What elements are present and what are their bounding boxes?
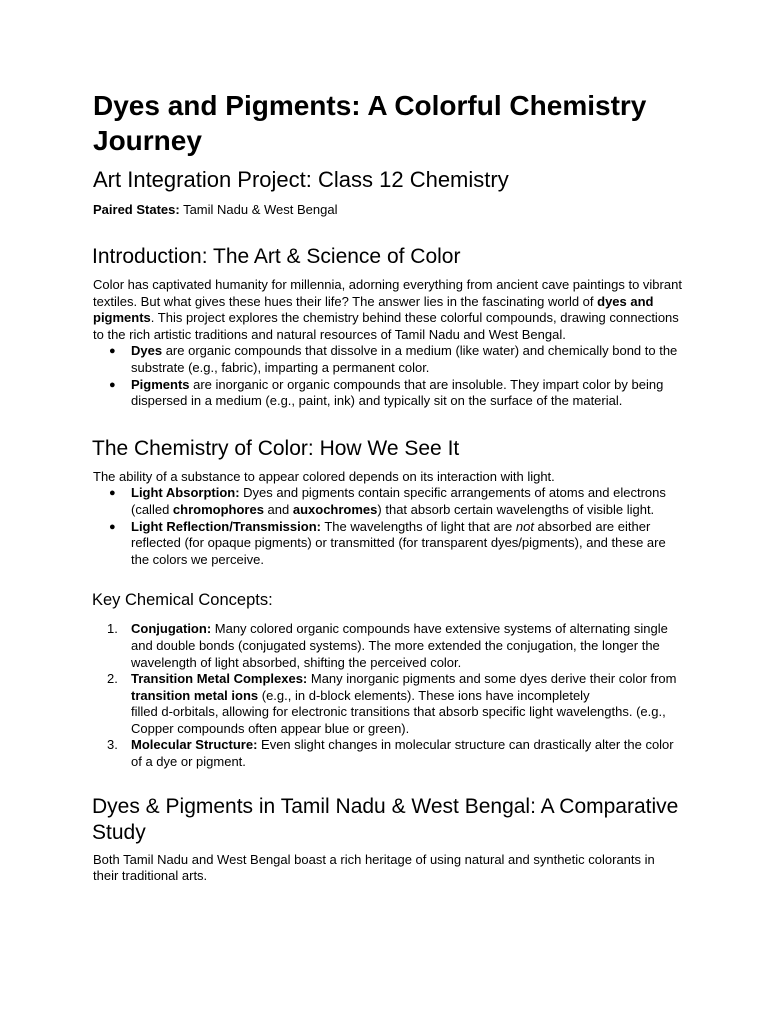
- list-item-emphasis: not: [515, 518, 534, 534]
- intro-paragraph: [93, 277, 683, 343]
- list-item-text: Many inorganic pigments and some dyes derive their color from: [307, 671, 677, 687]
- list-number: 1.: [107, 621, 118, 637]
- list-item-text: Many colored organic compounds have extensive systems of alternating single and double bonds (conjugated systems). The more extended the conjugation, the longer the wavelength of light absorbed, shifting the perceived color.: [131, 621, 668, 670]
- list-item: [93, 737, 683, 770]
- paired-states-value: Tamil Nadu & West Bengal: [179, 202, 338, 217]
- document-subtitle: Art Integration Project: Class 12 Chemistry: [93, 167, 509, 192]
- list-item-term: Light Absorption:: [131, 485, 240, 501]
- bullet-icon: ●: [109, 487, 116, 500]
- document-title: Dyes and Pigments: A Colorful Chemistry Journey: [93, 90, 647, 156]
- document-page: [93, 88, 683, 885]
- bullet-icon: ●: [109, 345, 116, 358]
- bullet-icon: ●: [109, 520, 116, 533]
- list-item-term: Molecular Structure:: [131, 737, 258, 753]
- list-item-term: Transition Metal Complexes:: [131, 671, 308, 687]
- key-concepts-list: [93, 621, 683, 770]
- paired-states-line: [93, 201, 683, 218]
- intro-text-end: . This project explores the chemistry behind these colorful compounds, drawing connections to the rich artistic traditions and natural resources of Tamil Nadu and West Bengal.: [93, 310, 679, 342]
- list-item: [93, 519, 683, 569]
- list-item-text: The wavelengths of light that are: [320, 518, 516, 534]
- list-number: 2.: [107, 671, 118, 687]
- list-item: [93, 377, 683, 410]
- list-item: [93, 343, 683, 376]
- list-item: [93, 621, 683, 671]
- bullet-icon: ●: [109, 378, 116, 391]
- list-item-keyword: chromophores: [172, 501, 264, 517]
- list-item-term: Dyes: [131, 343, 163, 359]
- chemistry-paragraph: The ability of a substance to appear colored depends on its interaction with light.: [93, 468, 555, 484]
- list-item-text: (e.g., in d-block elements). These ions have incompletely: [258, 687, 590, 703]
- comparison-heading: Dyes & Pigments in Tamil Nadu & West Bengal: A Comparative Study: [92, 794, 679, 844]
- intro-bullet-list: [93, 343, 683, 409]
- list-item-text: Dyes and pigments contain specific arrangements of atoms and electrons (called: [131, 485, 666, 517]
- intro-text: Color has captivated humanity for millennia, adorning everything from ancient cave paintings to vibrant textiles. But what gives these hues their life? The answer lies in the fascinating world of: [93, 277, 682, 309]
- list-item: [93, 671, 683, 737]
- list-item-term: Conjugation:: [131, 621, 212, 637]
- intro-bold-text: dyes and pigments: [93, 293, 654, 326]
- list-item-text: are organic compounds that dissolve in a medium (like water) and chemically bond to the substrate (e.g., fabric), imparting a permanent color.: [131, 343, 678, 375]
- chemistry-bullet-list: [93, 485, 683, 568]
- list-item-text: ) that absorb certain wavelengths of visible light.: [377, 501, 655, 517]
- list-item-keyword: auxochromes: [292, 501, 378, 517]
- list-number: 3.: [107, 737, 118, 753]
- intro-heading: Introduction: The Art & Science of Color: [92, 245, 461, 268]
- comparison-paragraph: Both Tamil Nadu and West Bengal boast a rich heritage of using natural and synthetic colorants in their traditional arts.: [93, 851, 655, 884]
- list-item-text: absorbed are either reflected (for opaque pigments) or transmitted (for transparent dyes/pigments), and these are the colors we perceive.: [131, 518, 666, 567]
- list-item-text: filled d-orbitals, allowing for electronic transitions that absorb specific light wavelengths. (e.g., Copper compounds often appear blue or green).: [131, 704, 666, 736]
- list-item-keyword: transition metal ions: [131, 687, 259, 703]
- list-item-term: Pigments: [131, 376, 190, 392]
- list-item: [93, 485, 683, 518]
- paired-states-label: Paired States:: [93, 202, 180, 217]
- list-item-term: Light Reflection/Transmission:: [131, 518, 321, 534]
- list-item-text: Even slight changes in molecular structure can drastically alter the color of a dye or pigment.: [131, 737, 674, 770]
- chemistry-heading: The Chemistry of Color: How We See It: [92, 436, 460, 460]
- list-item-text: are inorganic or organic compounds that are insoluble. They impart color by being dispersed in a medium (e.g., paint, ink) and typically sit on the surface of the material.: [131, 376, 664, 409]
- list-item-text: and: [263, 501, 293, 517]
- key-concepts-heading: Key Chemical Concepts:: [92, 591, 273, 610]
